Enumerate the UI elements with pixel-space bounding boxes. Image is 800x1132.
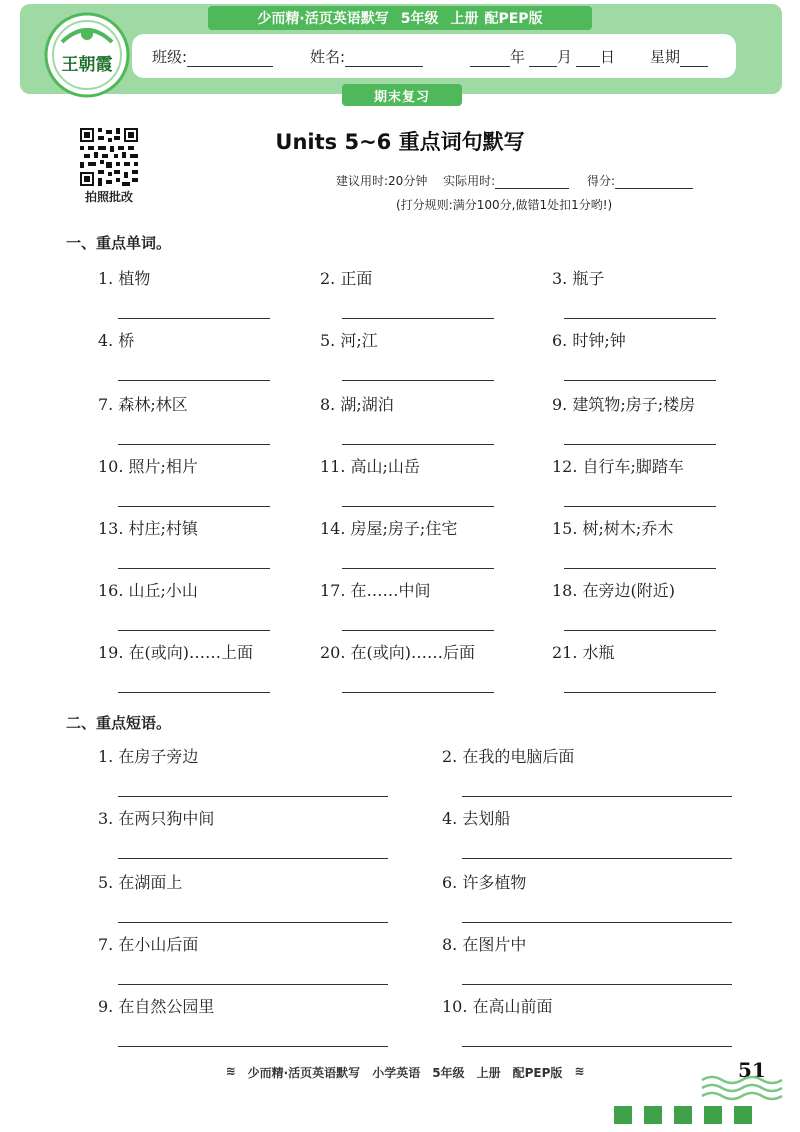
answer-line[interactable] xyxy=(342,568,494,569)
page-number: 51 xyxy=(738,1058,766,1082)
word-item: 7. 森林;林区 xyxy=(98,395,188,414)
answer-line[interactable] xyxy=(118,506,270,507)
answer-line[interactable] xyxy=(342,630,494,631)
word-item: 14. 房屋;房子;住宅 xyxy=(320,519,458,538)
month-label: 月 xyxy=(557,48,573,66)
answer-line[interactable] xyxy=(564,692,716,693)
timing-line xyxy=(336,172,693,189)
score-field[interactable] xyxy=(615,173,693,189)
brand-logo xyxy=(44,12,130,98)
qr-label: 拍照批改 xyxy=(84,190,133,204)
answer-line[interactable] xyxy=(564,568,716,569)
day-label: 日 xyxy=(600,48,616,66)
answer-line[interactable] xyxy=(118,1046,388,1047)
answer-line[interactable] xyxy=(118,692,270,693)
answer-line[interactable] xyxy=(118,630,270,631)
word-item: 15. 树;树木;乔木 xyxy=(552,519,674,538)
answer-line[interactable] xyxy=(564,318,716,319)
word-item: 21. 水瓶 xyxy=(552,643,615,662)
actual-time-label: 实际用时: xyxy=(443,174,496,188)
answer-line[interactable] xyxy=(118,796,388,797)
answer-line[interactable] xyxy=(564,380,716,381)
phrase-item: 3. 在两只狗中间 xyxy=(98,809,215,828)
edition: 配PEP版 xyxy=(484,11,543,27)
weekday-field[interactable] xyxy=(650,46,708,67)
series-title: 少而精·活页英语默写 xyxy=(257,11,389,27)
actual-time-field[interactable] xyxy=(495,173,569,189)
word-item: 2. 正面 xyxy=(320,269,373,288)
phrase-item: 9. 在自然公园里 xyxy=(98,997,215,1016)
word-item: 1. 植物 xyxy=(98,269,151,288)
name-field[interactable] xyxy=(310,46,423,67)
answer-line[interactable] xyxy=(342,380,494,381)
word-item: 20. 在(或向)……后面 xyxy=(320,643,476,662)
section1-heading: 一、重点单词。 xyxy=(66,234,172,252)
scoring-rule: (打分规则:满分100分,做错1处扣1分哟!) xyxy=(396,198,613,212)
answer-line[interactable] xyxy=(118,380,270,381)
qr-code-icon[interactable] xyxy=(80,128,138,186)
footer-edition: 配PEP版 xyxy=(512,1066,563,1080)
answer-line[interactable] xyxy=(564,506,716,507)
footer-line xyxy=(200,1064,610,1081)
word-item: 6. 时钟;钟 xyxy=(552,331,626,350)
weekday-label: 星期 xyxy=(650,48,681,66)
answer-line[interactable] xyxy=(342,444,494,445)
word-item: 17. 在……中间 xyxy=(320,581,431,600)
page-title: Units 5~6 重点词句默写 xyxy=(275,130,525,154)
answer-line[interactable] xyxy=(462,984,732,985)
footer-term: 上册 xyxy=(476,1066,501,1080)
footer-grade: 5年级 xyxy=(432,1066,465,1080)
edge-tab-decoration-icon xyxy=(614,1104,764,1126)
footer-wave-icon: ≋ xyxy=(225,1064,236,1078)
answer-line[interactable] xyxy=(462,922,732,923)
word-item: 8. 湖;湖泊 xyxy=(320,395,394,414)
word-item: 3. 瓶子 xyxy=(552,269,605,288)
phrase-item: 5. 在湖面上 xyxy=(98,873,183,892)
review-tag: 期末复习 xyxy=(342,84,462,106)
phrase-item: 7. 在小山后面 xyxy=(98,935,199,954)
word-item: 18. 在旁边(附近) xyxy=(552,581,676,600)
student-info-panel xyxy=(132,34,736,78)
wave-decoration-icon xyxy=(700,1072,784,1102)
word-item: 5. 河;江 xyxy=(320,331,378,350)
answer-line[interactable] xyxy=(462,858,732,859)
answer-line[interactable] xyxy=(118,444,270,445)
word-item: 11. 高山;山岳 xyxy=(320,457,420,476)
word-item: 19. 在(或向)……上面 xyxy=(98,643,254,662)
word-item: 16. 山丘;小山 xyxy=(98,581,198,600)
footer-wave-icon: ≋ xyxy=(574,1064,585,1078)
answer-line[interactable] xyxy=(118,984,388,985)
date-field[interactable] xyxy=(470,46,615,67)
word-item: 10. 照片;相片 xyxy=(98,457,198,476)
word-item: 9. 建筑物;房子;楼房 xyxy=(552,395,696,414)
term: 上册 xyxy=(450,11,479,27)
class-label: 班级: xyxy=(152,48,188,66)
class-field[interactable] xyxy=(152,46,273,67)
year-label: 年 xyxy=(510,48,526,66)
phrase-item: 10. 在高山前面 xyxy=(442,997,553,1016)
answer-line[interactable] xyxy=(342,506,494,507)
grade: 5年级 xyxy=(400,11,439,27)
answer-line[interactable] xyxy=(118,318,270,319)
footer-subject: 小学英语 xyxy=(372,1066,421,1080)
answer-line[interactable] xyxy=(462,1046,732,1047)
answer-line[interactable] xyxy=(462,796,732,797)
phrase-item: 6. 许多植物 xyxy=(442,873,527,892)
answer-line[interactable] xyxy=(564,630,716,631)
phrase-item: 4. 去划船 xyxy=(442,809,511,828)
name-label: 姓名: xyxy=(310,48,346,66)
answer-line[interactable] xyxy=(118,568,270,569)
answer-line[interactable] xyxy=(118,922,388,923)
score-label: 得分: xyxy=(587,174,616,188)
word-item: 4. 桥 xyxy=(98,331,135,350)
phrase-item: 2. 在我的电脑后面 xyxy=(442,747,575,766)
suggested-time: 建议用时:20分钟 xyxy=(336,174,428,188)
footer-series: 少而精·活页英语默写 xyxy=(247,1066,361,1080)
answer-line[interactable] xyxy=(342,318,494,319)
phrase-item: 8. 在图片中 xyxy=(442,935,527,954)
answer-line[interactable] xyxy=(118,858,388,859)
word-item: 13. 村庄;村镇 xyxy=(98,519,198,538)
logo-text: 王朝霞 xyxy=(61,55,113,75)
section2-heading: 二、重点短语。 xyxy=(66,714,172,732)
phrase-item: 1. 在房子旁边 xyxy=(98,747,199,766)
word-item: 12. 自行车;脚踏车 xyxy=(552,457,684,476)
answer-line[interactable] xyxy=(564,444,716,445)
answer-line[interactable] xyxy=(342,692,494,693)
series-title-bar xyxy=(208,6,592,30)
